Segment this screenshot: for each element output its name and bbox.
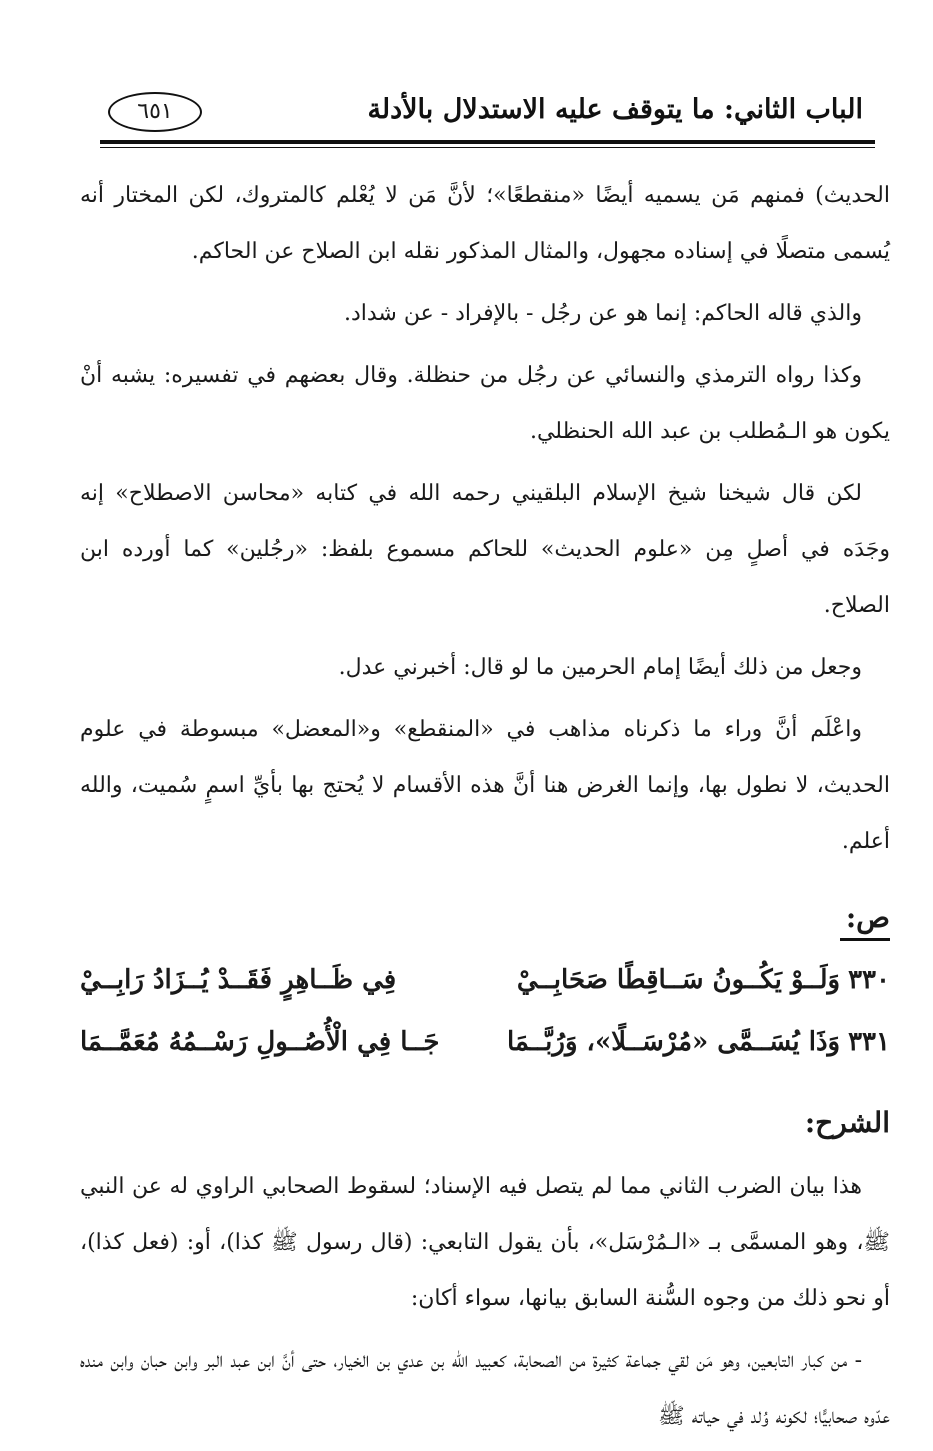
paragraph: واعْلَم أنَّ وراء ما ذكرناه مذاهب في «المنقطع» و«المعضل» مبسوطة في علوم الحديث، لا نطول بها، وإنما الغرض هنا أنَّ هذه الأقسام لا يُحتج بها بأيِّ اسمٍ سُميت، والله أعلم. — [80, 717, 890, 854]
paragraph: والذي قاله الحاكم: إنما هو عن رجُل - بالإفراد - عن شداد. — [343, 301, 862, 326]
commentary-paragraph: - من كبار التابعين، وهو مَن لقي جماعة كثيرة من الصحابة، كعبيد الله بن عدي بن الخيار، حتى أنَّ ابن عبد البر وابن حبان وابن منده عدّوه صحابيًّا؛ لكونه وُلد في حياته ﷺ — [80, 1348, 890, 1429]
verse-second-half: جَــا فِي الْأُصُــولِ رَسْــمُهُ مُعَمَّــمَا — [80, 1027, 440, 1057]
verse-line — [80, 1011, 890, 1073]
text-section — [80, 876, 890, 949]
header-rule-thick — [100, 140, 875, 144]
commentary-label: الشرح: — [804, 1106, 890, 1139]
verse-number: ٣٣٠ — [848, 965, 890, 995]
page-header — [100, 88, 875, 140]
paragraph: وكذا رواه الترمذي والنسائي عن رجُل من حنظلة. وقال بعضهم في تفسيره: يشبه أنْ يكون هو الـمُطلب بن عبد الله الحنظلي. — [80, 363, 890, 444]
header-rule-thin — [100, 147, 875, 148]
verse-first-half — [517, 949, 890, 1011]
paragraph: لكن قال شيخنا شيخ الإسلام البلقيني رحمه الله في كتابه «محاسن الاصطلاح» إنه وجَدَه في أصلٍ مِن «علوم الحديث» للحاكم مسموع بلفظ: «رجُلين» كما أورده ابن الصلاح. — [80, 481, 890, 618]
verse-first-half-text: وَلَــوْ يَكُــونُ سَــاقِطًا صَحَابِــيْ — [516, 965, 841, 995]
verse-number: ٣٣١ — [848, 1027, 890, 1057]
page-content — [80, 168, 890, 1451]
paragraph: وجعل من ذلك أيضًا إمام الحرمين ما لو قال: أخبرني عدل. — [338, 655, 862, 680]
commentary-section — [80, 1073, 890, 1159]
verse-first-half-text: وَذَا يُسَــمَّى «مُرْسَــلًا»، وَرُبَّــمَا — [506, 1027, 841, 1057]
commentary-paragraph: هذا بيان الضرب الثاني مما لم يتصل فيه الإسناد؛ لسقوط الصحابي الراوي له عن النبي ﷺ، وهو المسمَّى بـ «الـمُرْسَل»، بأن يقول التابعي: (قال رسول ﷺ كذا)، أو: (فعل كذا)، أو نحو ذلك من وجوه السُّنة السابق بيانها، سواء أكان: — [80, 1174, 891, 1311]
verse-line — [80, 949, 890, 1011]
page-number-badge: ٦٥١ — [108, 92, 202, 132]
chapter-title: الباب الثاني: ما يتوقف عليه الاستدلال بالأدلة — [367, 94, 863, 125]
verse-second-half: فِي ظَــاهِرٍ فَقَــدْ يُــزَادُ رَابِــيْ — [80, 965, 397, 995]
paragraph: الحديث) فمنهم مَن يسميه أيضًا «منقطعًا»؛ لأنَّ مَن لا يُعْلم كالمتروك، لكن المختار أنه يُسمى متصلًا في إسناده مجهول، والمثال المذكور نقله ابن الصلاح عن الحاكم. — [80, 183, 890, 264]
verse-first-half — [507, 1011, 890, 1073]
text-label: ص: — [840, 898, 890, 941]
